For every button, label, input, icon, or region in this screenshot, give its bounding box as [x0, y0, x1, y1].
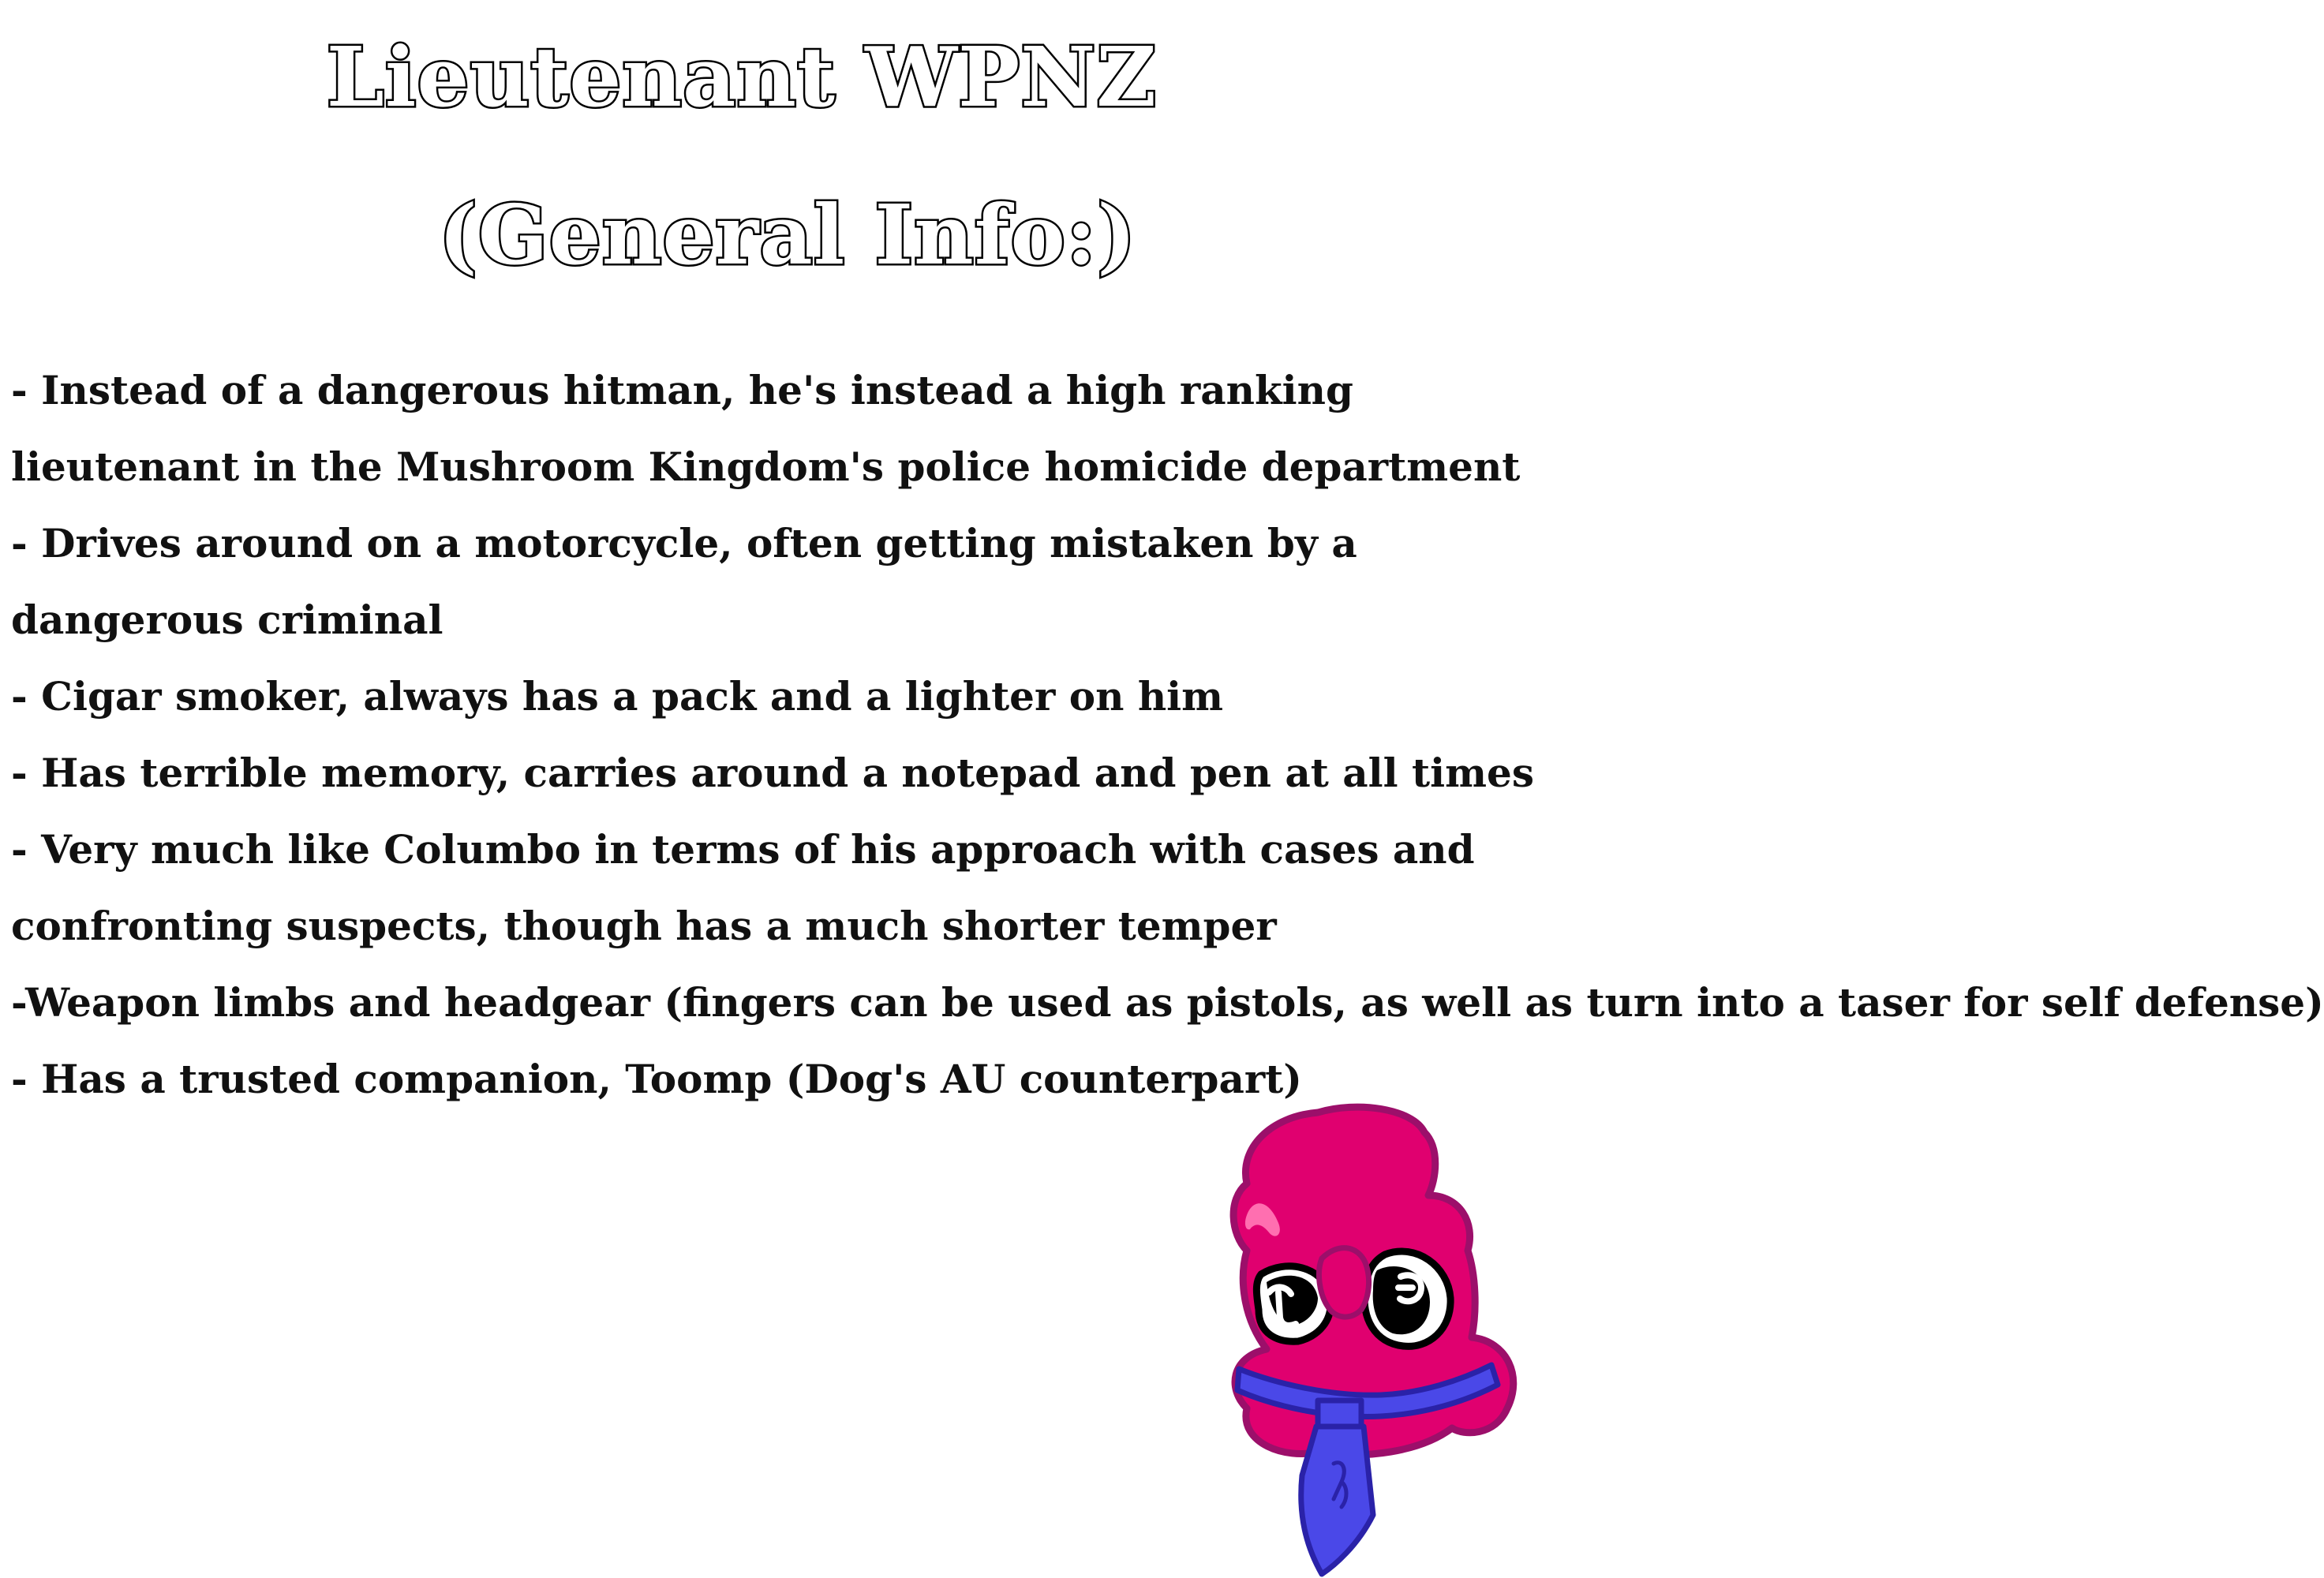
character-nose: [1319, 1248, 1368, 1317]
info-item-cigar: - Cigar smoker, always has a pack and a lighter on him: [11, 673, 1224, 720]
info-item-motorcycle: - Drives around on a motorcycle, often getting mistaken by a dangerous criminal: [11, 520, 1357, 643]
page-title: Lieutenant WPNZ: [326, 28, 1158, 125]
info-item-columbo: - Very much like Columbo in terms of his approach with cases and confronting suspects, though has a much shorter temper: [11, 826, 1475, 949]
info-item-role: - Instead of a dangerous hitman, he's instead a high ranking lieutenant in the Mushroom Kingdom's police homicide department: [11, 367, 1521, 490]
info-item-weapons: -Weapon limbs and headgear (fingers can be used as pistols, as well as turn into a taser for self defense): [11, 979, 2324, 1026]
scarf-tail: [1301, 1427, 1373, 1574]
info-item-memory: - Has terrible memory, carries around a notepad and pen at all times: [11, 750, 1535, 796]
info-item-companion: - Has a trusted companion, Toomp (Dog's AU counterpart): [11, 1056, 1302, 1102]
info-list: [11, 352, 2324, 1117]
character-illustration: [1223, 1105, 1578, 1578]
page-subtitle: (General Info:): [438, 186, 1137, 283]
